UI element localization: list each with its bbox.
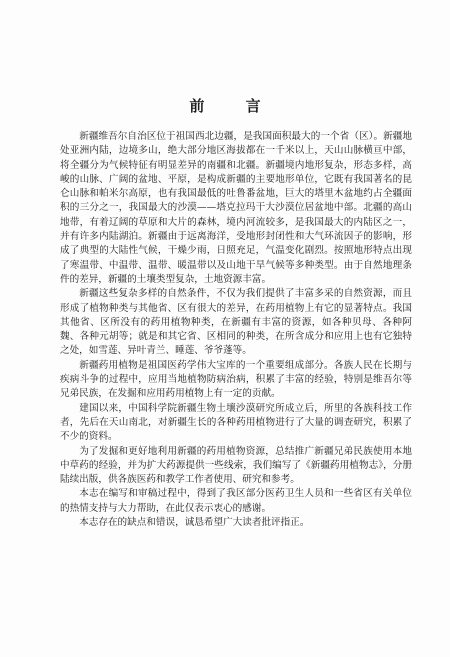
paragraph-7: 本志存在的缺点和错误，诚恳希望广大读者批评指正。 bbox=[79, 517, 310, 529]
paragraph-2: 新疆这些复杂多样的自然条件，不仅为我们提供了丰富多采的自然资源，而且形成了植物种类与其他省、区有很大的差异，在药用植物上有它的显著特点。我国其他省、区所没有的药用植物种类，在新疆有丰富的资源，如各种贝母、各种阿魏、各种元胡等；就是和其它省、区相同的种类，在所含成分和应用上也有它独特之处，如雪莲、异叶青兰、睡莲、爷爷蓬等。 bbox=[60, 288, 412, 357]
paragraph-3: 新疆药用植物是祖国医药学伟大宝库的一个重要组成部分。各族人民在长期与疾病斗争的过程中，应用当地植物防病治病，积累了丰富的经验，特别是维吾尔等兄弟民族，在发掘和应用药用植物上有一定的贡献。 bbox=[60, 359, 412, 400]
page-title: 前 言 bbox=[189, 97, 279, 115]
paragraph-4: 建国以来，中国科学院新疆生物土壤沙漠研究所成立后，所里的各族科技工作者，先后在天山南北，对新疆生长的各种药用植物进行了大量的调查研究，积累了不少的资料。 bbox=[60, 402, 412, 443]
preface-body bbox=[60, 130, 412, 530]
paragraph-6: 本志在编写和审稿过程中，得到了我区部分医药卫生人员和一些省区有关单位的热情支持与大力帮助，在此仅表示衷心的感谢。 bbox=[60, 488, 412, 514]
paragraph-1: 新疆维吾尔自治区位于祖国西北边疆，是我国面积最大的一个省（区）。新疆地处亚洲内陆，边境多山，绝大部分地区海拔都在一千米以上，天山山脉横亘中部，将全疆分为气候特征有明显差异的南疆和北疆。新疆境内地形复杂，形态多样，高峻的山脉、广阔的盆地、平原，是构成新疆的主要地形单位，它既有我国著名的昆仑山脉和帕米尔高原，也有我国最低的吐鲁番盆地，巨大的塔里木盆地约占全疆面积的三分之一，我国最大的沙漠——塔克拉玛干大沙漠位居盆地中部。北疆的高山地带，有着辽阔的草原和大片的森林，境内河流较多，是我国最大的内陆区之一，并有许多内陆湖泊。新疆由于远离海洋，受地形封闭性和大气环流因子的影响，形成了典型的大陆性气候，干燥少雨，日照充足，气温变化剧烈。按照地形特点出现了寒温带、中温带、温带、暖温带以及山地干旱气候等多种类型。由于自然地理条件的差异，新疆的土壤类型复杂，土地资源丰富。 bbox=[60, 131, 412, 285]
paragraph-5: 为了发掘和更好地利用新疆的药用植物资源，总结推广新疆兄弟民族使用本地中草药的经验，并为扩大药源提供一些线索，我们编写了《新疆药用植物志》，分册陆续出版，供各族医药和教学工作者使用、研究和参考。 bbox=[60, 445, 412, 486]
